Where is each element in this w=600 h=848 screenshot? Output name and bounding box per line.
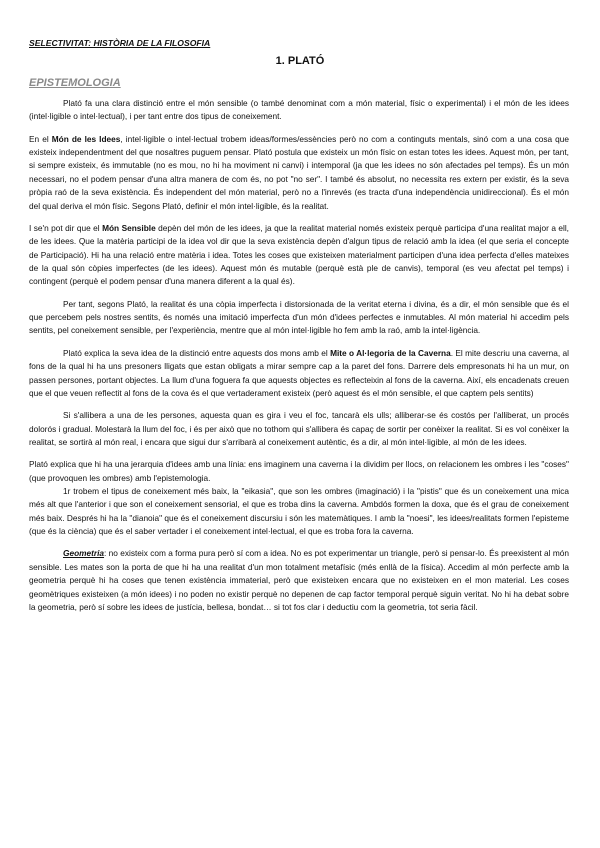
- text-run: En el: [29, 133, 52, 144]
- paragraph-reality-copy: Per tant, segons Plató, la realitat és una còpia imperfecta i distorsionada de la veritat eterna i divina, és a dir, el món sensible que és el que percebem pels nostres sentits, és només una imitació imperfecta d'un món d'idees perfectes e inmutables. Al món material hi accedim pels sentits, pel coneixement sensible, per l'experiència, mentre que al món intel·ligible ho fem amb la raó, amb la intel·ligència.: [29, 298, 569, 336]
- course-header: SELECTIVITAT: HISTÒRIA DE LA FILOSOFIA: [29, 38, 211, 48]
- paragraph-intro: Plató fa una clara distinció entre el món sensible (o també denominat com a món material, físic o experimental) i el món de les idees (intel·ligible o intel·lectual), i per tant entre dos tipus de coneixement.: [29, 98, 569, 122]
- paragraph-cave-myth: [29, 347, 569, 401]
- paragraph-knowledge-levels: 1r trobem el tipus de coneixement més baix, la "eikasia", que son les ombres (imaginació) i la "pistis" que és un coneixement una mica més alt que l'anterior i que son el coneixement sensorial, el que es troba dins la caverna. Ambdós formen la doxa, que és el grau de coneixement més baix. Després hi ha la "dianoia" que és el coneixement discursiu i són les matemàtiques. I amb la "noesi", les idees/realitats formen l'episteme (que és la ciència) que és el saber vertader i el coneixement intel·lectual, el que es troba fora la caverna.: [29, 485, 569, 537]
- text-run: , intel·ligible o intel·lectual trobem ideas/formes/essències però no com a continguts mentals, sinó com a una cosa que existeix independentment del que nosaltres puguem pensar. Plató postula que existeix un món físic on estan totes les idees. Aquest món, per tant, si sempre existeix, és immutable (no es mou, no hi ha moviment ni canvi) i intemporal (ja que les idees no són afectades pel temps). És un món necessari, no el podem pensar d'una altra manera de com és, no pot "no ser". I també és absolut, no necessita res extern per existir, és la seva pròpia raó de la seva existència. És independent del món material, però no a l'inrevés (es tracta d'una independència unidireccional). És el món del qual deriva el món físic. Segons Plató, definir el món intel·ligible, és la realitat.: [29, 133, 569, 211]
- bold-term: Mite o Al·legoria de la Caverna: [330, 347, 451, 358]
- page-title: 1. PLATÓ: [275, 55, 325, 67]
- text-run: : no existeix com a forma pura però sí com a idea. No es pot experimentar un triangle, però si pensar-lo. És preexistent al món sensible. Les mates son la porta de que hi ha una realitat d'un mon totalment metafísic (més enllà de la física). Accedim al món perfecte amb la geometria perquè hi ha coses que tenen existència immaterial, però que existeixen encara que no existeixen en el mon material. Les coses geomètriques existeixen (a món idees) i no poden no existir perquè no depenen de cap factor temporal perquè siguin veritat. No hi ha debat sobre la geometria, però sí sobre les idees de justícia, bellesa, bondat… si tot fos clar i deductiu com la geometria, tot seria fàcil.: [29, 548, 569, 612]
- paragraph-geometry: [29, 547, 569, 614]
- text-run: I se'n pot dir que el: [29, 222, 103, 233]
- bold-term: Món Sensible: [102, 222, 156, 233]
- paragraph-divided-line: Plató explica que hi ha una jerarquia d'idees amb una línia: ens imaginem una caverna i la dividim per llocs, on relacionem les ombres i les "coses" (que provoquen les ombres) amb l'epistemologia.: [29, 459, 569, 483]
- section-heading: EPISTEMOLOGIA: [29, 77, 121, 89]
- bold-term: Món de les Idees: [51, 133, 121, 144]
- paragraph-sensible-world: [29, 222, 569, 289]
- bold-term: Geometria: [63, 548, 105, 559]
- paragraph-world-of-ideas: [29, 133, 569, 213]
- text-run: Plató explica la seva idea de la distinció entre aquests dos mons amb el: [63, 347, 331, 358]
- text-run: depèn del món de les idees, ja que la realitat material només existeix perquè participa d'una realitat major a ell, de les idees. Que la matèria participi de la idea vol dir que la seva existència depèn d'algun tipus de relació amb la idea (el que seria el concepte de Participació). Hi ha una relació entre matèria i idea. Totes les coses que existeixen materialment participen d'una idea perfecta d'elles mateixes de la qual són còpies imperfectes (de les idees). Aquest món és mutable (perquè està ple de canvis), temporal (es veu afectat pel temps) i contingent (perquè el podem pensar d'una manera diferent a la qual és).: [29, 222, 569, 287]
- document-body: [29, 97, 569, 623]
- text-run: . El mite descriu una caverna, al fons de la qual hi ha uns presoners lligats que estan obligats a mirar sempre cap a la paret del fons. Darrere dels empresonats hi ha un mur, on passen persones, portant objectes. La llum d'una foguera fa que aquests objectes es reflecteixin al fons de la caverna. Així, els encadenats creuen que el que veuen reflectit al fons de la cova és el que vertaderament existeix (però aquest és el món sensible, el que captem pels sentits): [29, 347, 569, 398]
- paragraph-liberation: Si s'allibera a una de les persones, aquesta quan es gira i veu el foc, tancarà els ulls; alliberar-se és costós per l'alliberat, un procés dolorós i gradual. Molestarà la llum del foc, i és per això que no tothom qui s'allibera és capaç de sortir per conèixer la realitat. Si es vol conèixer la realitat, se sortirà al món real, i encara que sigui dur s'arribarà al coneixement autèntic, és a dir, al món intel·ligible, al món de les idees.: [29, 410, 569, 447]
